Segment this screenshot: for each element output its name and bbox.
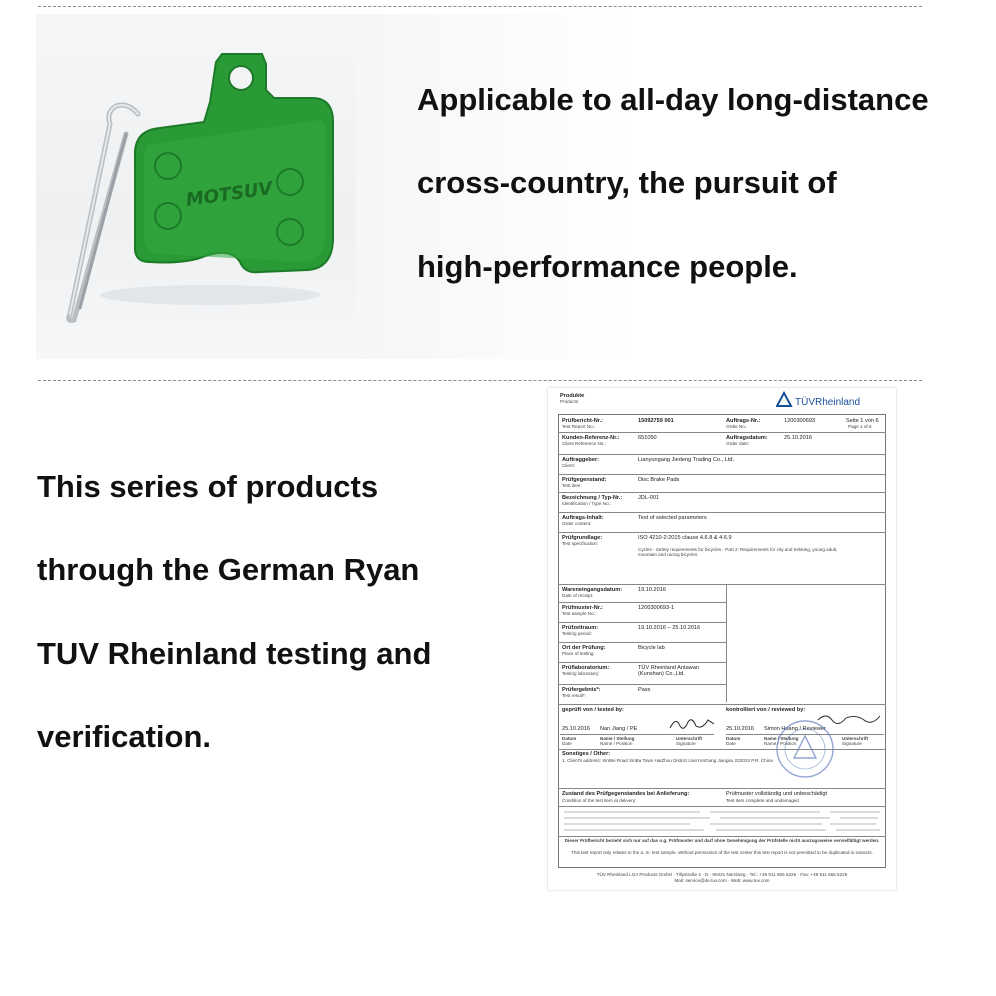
cert-sign-col-name-sub: Name / Position — [764, 741, 797, 746]
cert-order-date: 25.10.2016 — [784, 435, 812, 441]
cert-field-value: 19.10.2016 — [638, 587, 666, 593]
cert-other-text: 1. Client's address: XinBei Road XinBa Town HaiZhou District LianYunGang Jiangsu 222022 P.R. China — [562, 758, 773, 763]
top-text-line-2: cross-country, the pursuit of — [417, 165, 837, 200]
cert-field-value: 1200300693-1 — [638, 605, 675, 611]
cert-field-sub: Test sample No.: — [562, 611, 597, 616]
cert-row-divider — [558, 474, 886, 475]
cert-legend-fine-print — [560, 808, 884, 834]
cert-sign-col-date: Datum — [726, 736, 741, 741]
cert-row-divider — [558, 512, 886, 513]
cert-field-sub: Order content: — [562, 521, 592, 526]
cert-row-divider — [558, 492, 886, 493]
tuv-certificate — [548, 388, 896, 890]
brake-pad-photo — [40, 40, 360, 340]
cert-row-divider — [558, 684, 726, 685]
cert-row-divider — [558, 788, 886, 789]
cert-field-value: Disc Brake Pads — [638, 477, 680, 483]
cert-field-value: TÜV Rheinland Antawan (Kunshan) Co.,Ltd. — [638, 665, 699, 678]
cert-field-label: Ort der Prüfung: — [562, 645, 606, 651]
top-divider — [38, 6, 922, 7]
cert-field-value: 15092759 001 — [638, 418, 674, 424]
cert-header-left: Produkte — [560, 393, 585, 399]
cert-field-sub: Date of receipt: — [562, 593, 594, 598]
cert-condition-value-sub: Test item complete and undamaged — [726, 798, 799, 803]
cert-order-no-sub: Order No.: — [726, 424, 748, 429]
cert-field-value: Pass — [638, 687, 651, 693]
cert-condition-label: Zustand des Prüfgegenstandes bei Anlieferung: — [562, 791, 690, 797]
cert-order-no-label: Auftrags-Nr.: — [726, 418, 761, 424]
cert-page: Seite 1 von 6 — [846, 418, 879, 424]
middle-divider — [38, 380, 922, 381]
cert-footer-en: This test report only relates to the a. m. test sample. Without permission of the test center this test report is not permitted to be duplicated in extracts. — [571, 850, 873, 855]
cert-row-divider — [558, 704, 886, 705]
cert-field-label: Prüfgegenstand: — [562, 477, 607, 483]
cert-field-label: Prüflaboratorium: — [562, 665, 610, 671]
cert-order-date-sub: Order date: — [726, 441, 750, 446]
cert-field-label: Prüfgrundlage: — [562, 535, 603, 541]
cert-field-value: 651050 — [638, 435, 657, 441]
cert-row-divider — [558, 432, 886, 433]
cert-page-sub: Page 1 of 6 — [848, 424, 872, 429]
cert-field-label: Prüfergebnis*: — [562, 687, 601, 693]
cert-sign-col-name-sub: Name / Position — [600, 741, 633, 746]
cert-sign-col-date-sub: Date — [562, 741, 572, 746]
cert-order-date-label: Auftragsdatum: — [726, 435, 768, 441]
cert-sign-col-signature-sub: Signature — [842, 741, 862, 746]
top-text-line-1: Applicable to all-day long-distance — [417, 82, 929, 117]
cert-sign-col-date: Datum — [562, 736, 577, 741]
cert-other-label: Sonstiges / Other: — [562, 751, 611, 757]
tuv-logo — [776, 390, 886, 410]
cert-field-value: 19.10.2016 – 25.10.2016 — [638, 625, 701, 631]
cert-field-sub: Testing laboratory: — [562, 671, 600, 676]
cert-field-label: Kunden-Referenz-Nr.: — [562, 435, 620, 441]
cert-field-sub: Test result*: — [562, 693, 586, 698]
cert-header-left-sub: Products — [560, 399, 579, 404]
cert-field-sub: Place of testing: — [562, 651, 595, 656]
cert-row-divider — [558, 642, 726, 643]
cert-sign-line — [560, 734, 714, 735]
bottom-text-line-3: TUV Rheinland testing and — [37, 636, 432, 671]
cert-field-sub: Test specification: — [562, 541, 599, 546]
cert-row-divider — [558, 602, 726, 603]
cert-sign-col-signature: Unterschrift — [676, 736, 703, 741]
cert-tested-by-label: geprüft von / tested by: — [562, 707, 624, 713]
cert-sign-col-signature: Unterschrift — [842, 736, 869, 741]
cert-field-label: Wareneingangsdatum: — [562, 587, 623, 593]
cert-field-label: Prüfbericht-Nr.: — [562, 418, 604, 424]
cert-row-divider — [558, 662, 726, 663]
cert-field-sub: Client Reference No.: — [562, 441, 606, 446]
cert-sign-col-name: Name / Stellung — [764, 736, 799, 741]
tuv-logo-text: TÜVRheinland — [795, 397, 861, 408]
bottom-text-line-1: This series of products — [37, 469, 379, 504]
cert-sign-col-date-sub: Date — [726, 741, 736, 746]
cert-field-label: Bezeichnung / Typ-Nr.: — [562, 495, 623, 501]
cert-footer-mail: Mail: service@de.tuv.com · Web: www.tuv.com — [674, 878, 770, 883]
cert-field-sub: Client: — [562, 463, 576, 468]
cert-field-value: ISO 4210-2:2015 clause 4.6.8 & 4.6.9 — [638, 535, 732, 541]
cert-field-value: Bicycle lab — [638, 645, 665, 651]
cert-row-divider — [558, 836, 886, 837]
cert-spec-extra: Cycles - Safety requirements for bicycles - Part 2: Requirements for city and trekking, young adult, mountain and racing bicycles — [638, 547, 838, 558]
cert-field-label: Prüfmuster-Nr.: — [562, 605, 604, 611]
cert-row-divider — [558, 622, 726, 623]
cert-reviewed-date: 25.10.2016 — [726, 726, 754, 732]
cert-row-divider — [558, 584, 886, 585]
top-text-line-3: high-performance people. — [417, 249, 798, 284]
cert-field-sub: Identification / Type No.: — [562, 501, 612, 506]
cert-field-label: Prüfzeitraum: — [562, 625, 599, 631]
cert-field-label: Auftrags-Inhalt: — [562, 515, 604, 521]
cert-field-sub: Test item: — [562, 483, 582, 488]
cert-row-divider — [558, 454, 886, 455]
cert-condition-sub: Condition of the test item at delivery: — [562, 798, 637, 803]
cert-sign-col-signature-sub: Signature — [676, 741, 696, 746]
cert-condition-value: Prüfmuster vollständig und unbeschädigt — [726, 791, 828, 797]
cert-column-divider — [726, 584, 727, 702]
cert-order-no: 1200300693 — [784, 418, 816, 424]
cert-field-label: Auftraggeber: — [562, 457, 599, 463]
cert-row-divider — [558, 806, 886, 807]
cert-field-sub: Test Report No.: — [562, 424, 596, 429]
cert-field-sub: Testing period: — [562, 631, 592, 636]
cert-field-value: JDL-001 — [638, 495, 660, 501]
cert-field-value: Test of selected parameters — [638, 515, 707, 521]
cert-footer-bold: Dieser Prüfbericht bezieht sich nur auf das o.g. Prüfmuster und darf ohne Genehmigung der Prüfstelle nicht auszugsweise vervielfältigt werden. — [564, 838, 880, 843]
brand-mark: MOTSUV — [184, 178, 274, 212]
cert-row-divider — [558, 532, 886, 533]
cert-tested-date: 25.10.2016 — [562, 726, 590, 732]
cert-row-divider — [558, 749, 886, 750]
cert-reviewed-by-label: kontrolliert von / reviewed by: — [726, 707, 806, 713]
cert-reviewed-name: Simon Huang / Reviewer — [764, 726, 826, 732]
cert-sign-col-name: Name / Stellung — [600, 736, 635, 741]
cert-field-value: Lianyungang Jiedeng Trading Co., Ltd. — [638, 457, 735, 463]
tested-signature — [668, 714, 718, 734]
cert-footer-address: TÜV Rheinland LGA Products GmbH · Tillystraße 2 · D - 90431 Nürnberg · Tel.: +49 911 655 5225 · Fax: +49 911 655 5226 — [596, 872, 848, 877]
bottom-text-line-2: through the German Ryan — [37, 552, 420, 587]
bottom-text-line-4: verification. — [37, 719, 211, 754]
cert-tested-name: Nan Jiang / PE — [600, 726, 638, 732]
